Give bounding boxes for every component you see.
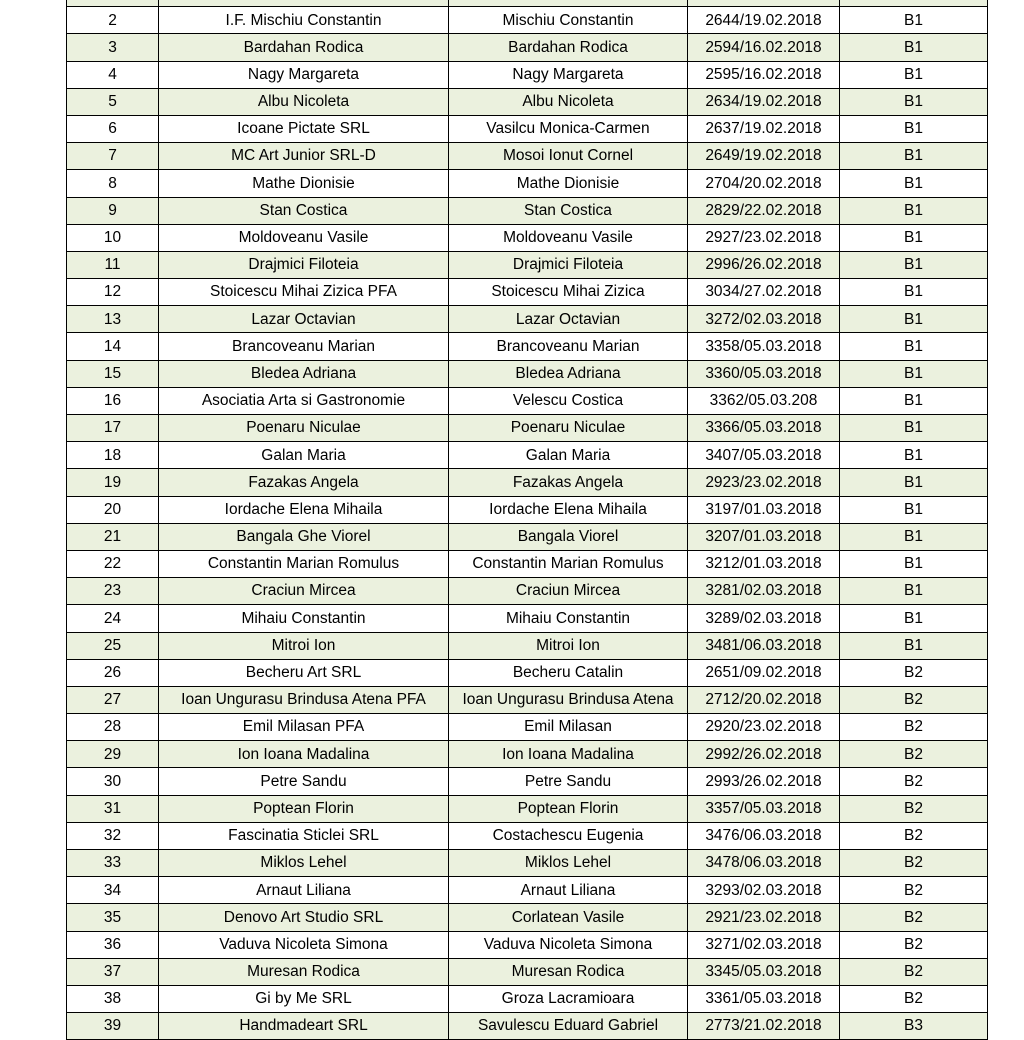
table-row [67,442,988,469]
registration-number-cell: 2651/09.02.2018 [688,659,840,686]
row-number-cell: 2 [67,7,159,34]
category-cell: B1 [840,34,988,61]
registration-number-cell: 2773/21.02.2018 [688,1013,840,1040]
row-number-cell: 20 [67,496,159,523]
category-cell: B1 [840,224,988,251]
applicant-name-cell: Constantin Marian Romulus [159,550,449,577]
registration-number-cell: 3271/02.03.2018 [688,931,840,958]
registration-number-cell: 2921/23.02.2018 [688,904,840,931]
category-cell: B1 [840,251,988,278]
registration-number-cell: 2704/20.02.2018 [688,170,840,197]
table-row [67,578,988,605]
applicant-name-cell: Petre Sandu [159,768,449,795]
row-number-cell: 27 [67,686,159,713]
representative-name-cell: Becheru Catalin [449,659,688,686]
category-cell: B2 [840,741,988,768]
representative-name-cell: Bledea Adriana [449,360,688,387]
category-cell: B2 [840,714,988,741]
applicant-name-cell: Asociatia Arta si Gastronomie [159,387,449,414]
representative-name-cell: Galan Maria [449,442,688,469]
representative-name-cell: Moldoveanu Vasile [449,224,688,251]
row-number-cell: 32 [67,822,159,849]
applicant-name-cell: Gi by Me SRL [159,985,449,1012]
applicant-name-cell: Stoicescu Mihai Zizica PFA [159,279,449,306]
representative-name-cell: Bardahan Rodica [449,34,688,61]
applicant-name-cell: Moldoveanu Vasile [159,224,449,251]
applicant-name-cell: Miklos Lehel [159,850,449,877]
row-number-cell: 13 [67,306,159,333]
row-number-cell: 14 [67,333,159,360]
registration-number-cell: 3366/05.03.2018 [688,415,840,442]
representative-name-cell: Poenaru Niculae [449,415,688,442]
applicant-name-cell: Mihaiu Constantin [159,605,449,632]
applicant-name-cell: Nagy Margareta [159,61,449,88]
applicant-name-cell: MC Art Junior SRL-D [159,143,449,170]
applicant-name-cell: Fascinatia Sticlei SRL [159,822,449,849]
category-cell: B2 [840,768,988,795]
category-cell: B1 [840,170,988,197]
applicant-name-cell: Bangala Ghe Viorel [159,523,449,550]
category-cell: B1 [840,279,988,306]
registration-number-cell: 3481/06.03.2018 [688,632,840,659]
table-row [67,7,988,34]
category-cell: B1 [840,333,988,360]
registration-number-cell: 2595/16.02.2018 [688,61,840,88]
row-number-cell: 5 [67,88,159,115]
representative-name-cell: Ion Ioana Madalina [449,741,688,768]
row-number-cell: 31 [67,795,159,822]
registration-number-cell: 3407/05.03.2018 [688,442,840,469]
applicant-name-cell: Vaduva Nicoleta Simona [159,931,449,958]
applicant-name-cell: Lazar Octavian [159,306,449,333]
applicant-name-cell: Arnaut Liliana [159,877,449,904]
category-cell: B2 [840,850,988,877]
table-row [67,387,988,414]
row-number-cell [67,0,159,7]
representative-name-cell: Savulescu Eduard Gabriel [449,1013,688,1040]
applicant-name-cell: Brancoveanu Marian [159,333,449,360]
table-row [67,822,988,849]
registration-number-cell: 3212/01.03.2018 [688,550,840,577]
registration-number-cell: 2634/19.02.2018 [688,88,840,115]
table-row [67,34,988,61]
registration-number-cell: 3358/05.03.2018 [688,333,840,360]
applicant-name-cell: Ioan Ungurasu Brindusa Atena PFA [159,686,449,713]
row-number-cell: 33 [67,850,159,877]
table-row [67,877,988,904]
row-number-cell: 34 [67,877,159,904]
applicant-name-cell: Albu Nicoleta [159,88,449,115]
row-number-cell: 18 [67,442,159,469]
table-row [67,279,988,306]
representative-name-cell: Vaduva Nicoleta Simona [449,931,688,958]
representative-name-cell: Fazakas Angela [449,469,688,496]
applicant-name-cell: Icoane Pictate SRL [159,115,449,142]
representative-name-cell: Costachescu Eugenia [449,822,688,849]
row-number-cell: 37 [67,958,159,985]
representative-name-cell: Lazar Octavian [449,306,688,333]
row-number-cell: 17 [67,415,159,442]
representative-name-cell: Groza Lacramioara [449,985,688,1012]
table-row [67,686,988,713]
category-cell: B1 [840,143,988,170]
row-number-cell: 8 [67,170,159,197]
registration-number-cell: 2712/20.02.2018 [688,686,840,713]
category-cell: B2 [840,904,988,931]
registration-table [66,0,988,1040]
table-row [67,415,988,442]
table-row [67,768,988,795]
registration-number-cell: 2644/19.02.2018 [688,7,840,34]
category-cell: B1 [840,578,988,605]
row-number-cell: 36 [67,931,159,958]
category-cell: B1 [840,442,988,469]
row-number-cell: 35 [67,904,159,931]
representative-name-cell: Drajmici Filoteia [449,251,688,278]
representative-name-cell: Albu Nicoleta [449,88,688,115]
representative-name-cell: Iordache Elena Mihaila [449,496,688,523]
category-cell: B2 [840,985,988,1012]
representative-name-cell: Ioan Ungurasu Brindusa Atena [449,686,688,713]
representative-name-cell: Mosoi Ionut Cornel [449,143,688,170]
table-row [67,904,988,931]
registration-number-cell: 2923/23.02.2018 [688,469,840,496]
row-number-cell: 3 [67,34,159,61]
category-cell: B1 [840,415,988,442]
applicant-name-cell: Craciun Mircea [159,578,449,605]
registration-number-cell: 2927/23.02.2018 [688,224,840,251]
table-row [67,958,988,985]
category-cell: B1 [840,550,988,577]
category-cell: B1 [840,523,988,550]
representative-name-cell: Mischiu Constantin [449,7,688,34]
registration-number-cell: 3207/01.03.2018 [688,523,840,550]
registration-number-cell: 3197/01.03.2018 [688,496,840,523]
table-row [67,170,988,197]
category-cell: B1 [840,61,988,88]
registration-number-cell: 2829/22.02.2018 [688,197,840,224]
category-cell: B1 [840,496,988,523]
row-number-cell: 12 [67,279,159,306]
category-cell: B1 [840,88,988,115]
representative-name-cell: Stan Costica [449,197,688,224]
table-row [67,61,988,88]
applicant-name-cell: Handmadeart SRL [159,1013,449,1040]
registration-number-cell: 3476/06.03.2018 [688,822,840,849]
table-row [67,360,988,387]
row-number-cell: 26 [67,659,159,686]
applicant-name-cell: Becheru Art SRL [159,659,449,686]
category-cell: B1 [840,469,988,496]
applicant-name-cell: Emil Milasan PFA [159,714,449,741]
registration-number-cell [688,0,840,7]
row-number-cell: 38 [67,985,159,1012]
row-number-cell: 4 [67,61,159,88]
representative-name-cell: Emil Milasan [449,714,688,741]
row-number-cell: 28 [67,714,159,741]
row-number-cell: 30 [67,768,159,795]
table-row [67,523,988,550]
table-row [67,605,988,632]
table-row [67,115,988,142]
applicant-name-cell: Poptean Florin [159,795,449,822]
registration-number-cell: 3360/05.03.2018 [688,360,840,387]
table-row [67,88,988,115]
applicant-name-cell: Mitroi Ion [159,632,449,659]
registration-number-cell: 2594/16.02.2018 [688,34,840,61]
category-cell: B1 [840,360,988,387]
category-cell [840,0,988,7]
registration-number-cell: 3345/05.03.2018 [688,958,840,985]
row-number-cell: 6 [67,115,159,142]
table-row [67,850,988,877]
representative-name-cell: Mihaiu Constantin [449,605,688,632]
row-number-cell: 39 [67,1013,159,1040]
applicant-name-cell: Poenaru Niculae [159,415,449,442]
category-cell: B2 [840,795,988,822]
table-row [67,333,988,360]
category-cell: B2 [840,877,988,904]
row-number-cell: 24 [67,605,159,632]
row-number-cell: 23 [67,578,159,605]
table-row [67,197,988,224]
table-row [67,985,988,1012]
representative-name-cell: Muresan Rodica [449,958,688,985]
applicant-name-cell: Bardahan Rodica [159,34,449,61]
row-number-cell: 19 [67,469,159,496]
table-row [67,224,988,251]
category-cell: B1 [840,197,988,224]
registration-number-cell: 3362/05.03.208 [688,387,840,414]
category-cell: B2 [840,822,988,849]
category-cell: B1 [840,632,988,659]
registration-number-cell: 3357/05.03.2018 [688,795,840,822]
table-body [67,0,988,1040]
category-cell: B3 [840,1013,988,1040]
registration-number-cell: 2637/19.02.2018 [688,115,840,142]
table-row [67,795,988,822]
representative-name-cell: Bangala Viorel [449,523,688,550]
row-number-cell: 29 [67,741,159,768]
category-cell: B1 [840,605,988,632]
representative-name-cell: Craciun Mircea [449,578,688,605]
table-row [67,1013,988,1040]
applicant-name-cell: Iordache Elena Mihaila [159,496,449,523]
category-cell: B1 [840,115,988,142]
registration-number-cell: 3272/02.03.2018 [688,306,840,333]
representative-name-cell: Mathe Dionisie [449,170,688,197]
representative-name-cell: Vasilcu Monica-Carmen [449,115,688,142]
table-row [67,632,988,659]
applicant-name-cell: Ion Ioana Madalina [159,741,449,768]
registration-number-cell: 2996/26.02.2018 [688,251,840,278]
registration-number-cell: 2992/26.02.2018 [688,741,840,768]
table-row [67,931,988,958]
applicant-name-cell [159,0,449,7]
row-number-cell: 15 [67,360,159,387]
registration-number-cell: 3361/05.03.2018 [688,985,840,1012]
representative-name-cell: Stoicescu Mihai Zizica [449,279,688,306]
registration-number-cell: 3478/06.03.2018 [688,850,840,877]
registration-number-cell: 3034/27.02.2018 [688,279,840,306]
registration-number-cell: 2649/19.02.2018 [688,143,840,170]
table-row [67,469,988,496]
representative-name-cell [449,0,688,7]
registration-number-cell: 3281/02.03.2018 [688,578,840,605]
representative-name-cell: Corlatean Vasile [449,904,688,931]
category-cell: B2 [840,659,988,686]
table-row [67,659,988,686]
row-number-cell: 25 [67,632,159,659]
row-number-cell: 10 [67,224,159,251]
category-cell: B2 [840,686,988,713]
registration-number-cell: 3293/02.03.2018 [688,877,840,904]
category-cell: B1 [840,387,988,414]
table-row [67,143,988,170]
table-row [67,496,988,523]
registration-number-cell: 3289/02.03.2018 [688,605,840,632]
registration-number-cell: 2993/26.02.2018 [688,768,840,795]
category-cell: B2 [840,958,988,985]
category-cell: B1 [840,7,988,34]
representative-name-cell: Velescu Costica [449,387,688,414]
row-number-cell: 7 [67,143,159,170]
row-number-cell: 16 [67,387,159,414]
row-number-cell: 9 [67,197,159,224]
representative-name-cell: Brancoveanu Marian [449,333,688,360]
row-number-cell: 21 [67,523,159,550]
table-row [67,0,988,7]
table-row [67,714,988,741]
applicant-name-cell: Galan Maria [159,442,449,469]
category-cell: B2 [840,931,988,958]
applicant-name-cell: Denovo Art Studio SRL [159,904,449,931]
applicant-name-cell: Muresan Rodica [159,958,449,985]
category-cell: B1 [840,306,988,333]
table-row [67,251,988,278]
row-number-cell: 11 [67,251,159,278]
registration-number-cell: 2920/23.02.2018 [688,714,840,741]
applicant-name-cell: I.F. Mischiu Constantin [159,7,449,34]
representative-name-cell: Petre Sandu [449,768,688,795]
representative-name-cell: Miklos Lehel [449,850,688,877]
applicant-name-cell: Stan Costica [159,197,449,224]
applicant-name-cell: Mathe Dionisie [159,170,449,197]
row-number-cell: 22 [67,550,159,577]
representative-name-cell: Constantin Marian Romulus [449,550,688,577]
representative-name-cell: Poptean Florin [449,795,688,822]
applicant-name-cell: Fazakas Angela [159,469,449,496]
applicant-name-cell: Drajmici Filoteia [159,251,449,278]
representative-name-cell: Mitroi Ion [449,632,688,659]
representative-name-cell: Nagy Margareta [449,61,688,88]
table-row [67,550,988,577]
table-row [67,741,988,768]
table-row [67,306,988,333]
representative-name-cell: Arnaut Liliana [449,877,688,904]
applicant-name-cell: Bledea Adriana [159,360,449,387]
